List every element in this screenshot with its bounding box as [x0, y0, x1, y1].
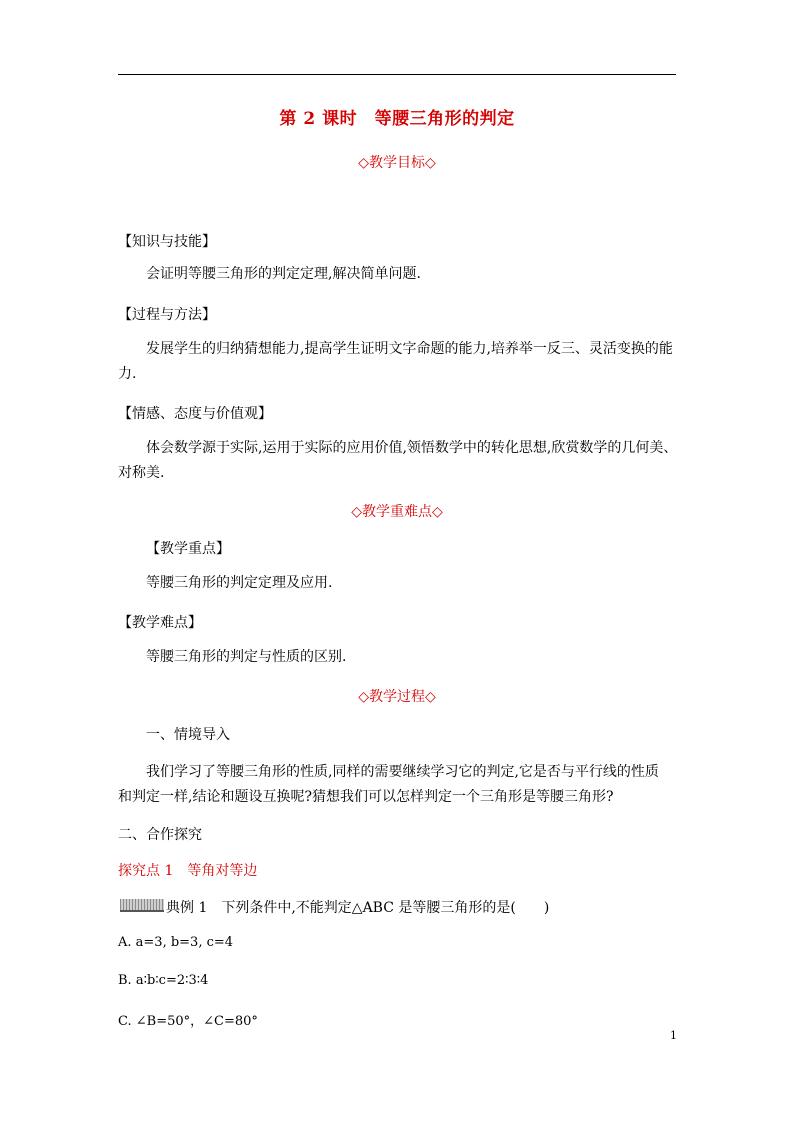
difficulty-heading: 【教学难点】 — [118, 615, 202, 631]
intro-text-2: 和判定一样,结论和题设互换呢?猜想我们可以怎样判定一个三角形是等腰三角形? — [118, 789, 614, 805]
focus-heading: 【教学重点】 — [146, 541, 230, 557]
attitude-text-1: 体会数学源于实际,运用于实际的应用价值,领悟数学中的转化思想,欣赏数学的几何美、 — [146, 440, 678, 456]
option-b: B. a∶b∶c=2∶3∶4 — [118, 973, 209, 988]
explore-point-1: 探究点 1 等角对等边 — [118, 863, 258, 879]
section-teaching-goals: ◇教学目标◇ — [358, 155, 436, 171]
process-method-text-1: 发展学生的归纳猜想能力,提高学生证明文字命题的能力,培养举一反三、灵活变换的能 — [146, 341, 673, 357]
section-key-points: ◇教学重难点◇ — [351, 504, 443, 520]
difficulty-text: 等腰三角形的判定与性质的区别. — [146, 649, 347, 665]
cooperation-heading: 二、合作探究 — [118, 827, 202, 843]
example-icon — [120, 899, 164, 912]
page-number: 1 — [670, 1029, 677, 1042]
option-c: C. ∠B=50°，∠C=80° — [118, 1014, 258, 1029]
intro-heading: 一、情境导入 — [146, 727, 230, 743]
knowledge-heading: 【知识与技能】 — [118, 234, 216, 250]
knowledge-text: 会证明等腰三角形的判定定理,解决简单问题. — [146, 266, 421, 282]
focus-text: 等腰三角形的判定定理及应用. — [146, 575, 333, 591]
intro-text-1: 我们学习了等腰三角形的性质,同样的需要继续学习它的判定,它是否与平行线的性质 — [146, 764, 659, 780]
page-title: 第 2 课时 等腰三角形的判定 — [279, 109, 515, 129]
attitude-text-2: 对称美. — [118, 465, 165, 481]
attitude-heading: 【情感、态度与价值观】 — [118, 406, 272, 422]
example-1: 典例 1 下列条件中,不能判定△ABC 是等腰三角形的是( ) — [166, 900, 550, 916]
section-teaching-process: ◇教学过程◇ — [358, 689, 436, 705]
process-method-heading: 【过程与方法】 — [118, 307, 216, 323]
process-method-text-2: 力. — [118, 366, 137, 382]
option-a: A. a=3, b=3, c=4 — [118, 935, 234, 950]
header-rule — [118, 74, 676, 75]
